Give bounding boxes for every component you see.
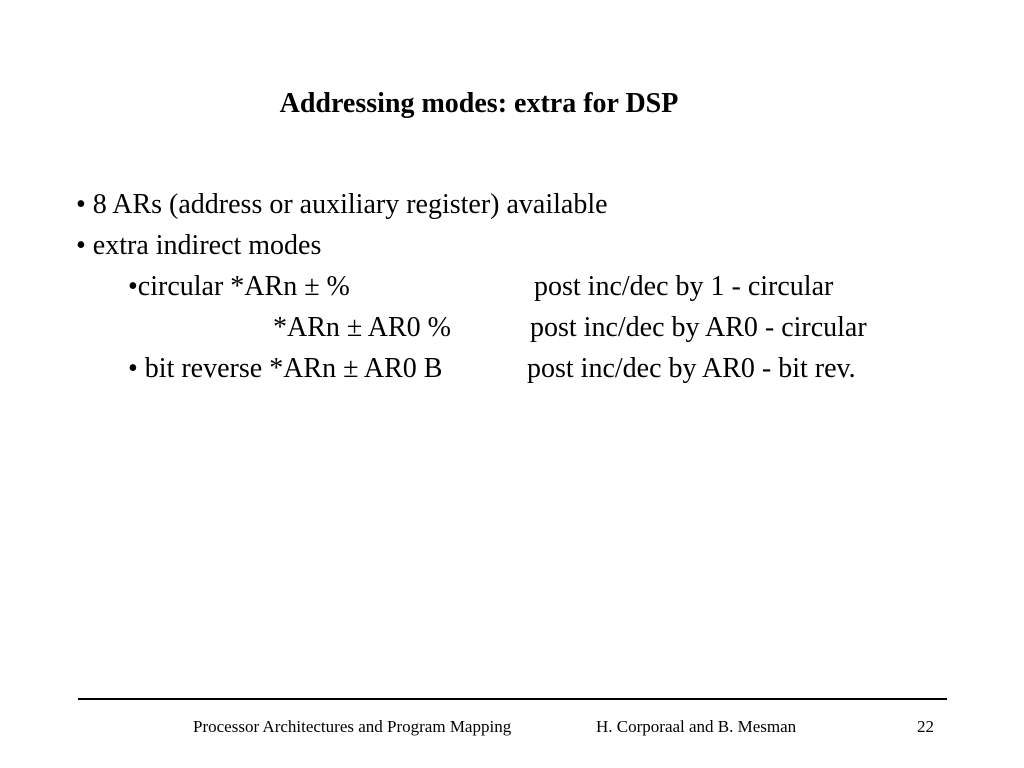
footer-divider (78, 698, 947, 700)
bit-reverse-mode-description: post inc/dec by AR0 - bit rev. (527, 353, 856, 384)
slide-title: Addressing modes: extra for DSP (279, 88, 679, 119)
circular-mode-syntax: •circular *ARn ± % (128, 271, 350, 302)
circular-ar0-mode-description: post inc/dec by AR0 - circular (530, 312, 867, 343)
bit-reverse-mode-syntax: • bit reverse *ARn ± AR0 B (128, 353, 443, 384)
bullet-ars-available: • 8 ARs (address or auxiliary register) available (76, 189, 608, 220)
footer-authors: H. Corporaal and B. Mesman (596, 717, 797, 736)
bullet-extra-indirect-modes: • extra indirect modes (76, 230, 322, 261)
footer-page-number: 22 (917, 717, 934, 736)
circular-ar0-mode-syntax: *ARn ± AR0 % (273, 312, 451, 343)
footer-course-title: Processor Architectures and Program Mapping (193, 717, 512, 736)
circular-mode-description: post inc/dec by 1 - circular (534, 271, 834, 302)
